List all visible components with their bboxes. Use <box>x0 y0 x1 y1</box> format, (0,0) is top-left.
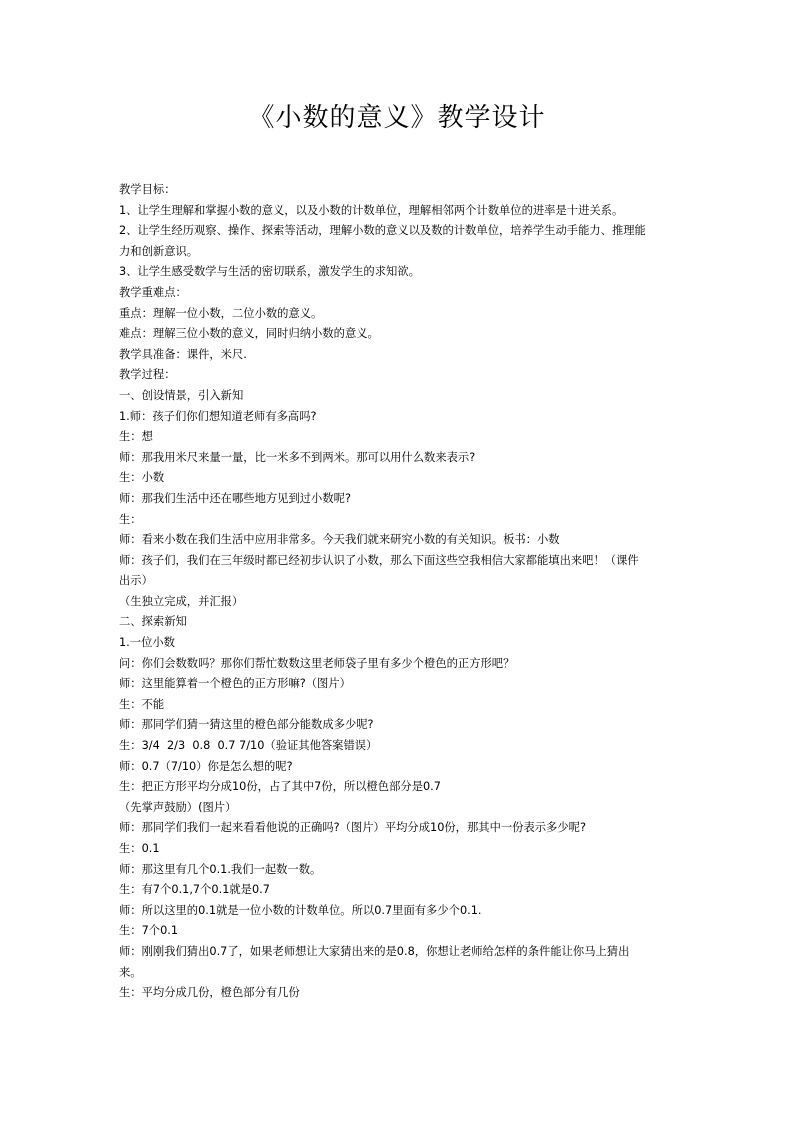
text-line: 师：那我们生活中还在哪些地方见到过小数呢? <box>119 491 351 505</box>
text-line: 一、创设情景，引入新知 <box>119 388 244 402</box>
document-body <box>119 180 679 1004</box>
text-line: 生：3/4 2/3 0.8 0.7 7/10（验证其他答案错误） <box>119 739 378 753</box>
text-line: 1.师：孩子们你们想知道老师有多高吗? <box>119 409 317 423</box>
text-line: 师：所以这里的0.1就是一位小数的计数单位。所以0.7里面有多少个0.1. <box>119 903 482 917</box>
text-line: 生：7个0.1 <box>119 924 179 938</box>
text-line: 生：不能 <box>119 697 165 711</box>
text-line: 师：那同学们猜一猜这里的橙色部分能数成多少呢? <box>119 718 374 732</box>
text-line: 生：想 <box>119 430 153 444</box>
text-line: 师：那这里有几个0.1.我们一起数一数。 <box>119 862 322 876</box>
text-line: 重点：理解一位小数，二位小数的意义。 <box>119 306 323 320</box>
text-line: 教学过程： <box>119 368 176 382</box>
text-line: 师：看来小数在我们生活中应用非常多。今天我们就来研究小数的有关知识。板书：小数 <box>119 533 560 547</box>
text-line: 师：这里能算着一个橙色的正方形嘛?（图片） <box>119 677 351 691</box>
text-line: 师：孩子们，我们在三年级时都已经初步认识了小数，那么下面这些空我相信大家都能填出来吧！（课件 <box>119 553 639 567</box>
text-line: 2、让学生经历观察、操作、探索等活动，理解小数的意义以及数的计数单位，培养学生动手能力、推理能 <box>119 224 646 238</box>
text-line: 生：有7个0.1,7个0.1就是0.7 <box>119 883 270 897</box>
text-line: 生：平均分成几份，橙色部分有几份 <box>119 986 300 1000</box>
text-line: 生： <box>119 512 142 526</box>
text-line: 二、探索新知 <box>119 615 187 629</box>
text-line: 生：把正方形平均分成10份，占了其中7份，所以橙色部分是0.7 <box>119 780 441 794</box>
text-line: 教学目标： <box>119 183 176 196</box>
text-line: 师：那同学们我们一起来看看他说的正确吗?（图片）平均分成10份，那其中一份表示多少呢? <box>119 821 586 835</box>
text-line: 1、让学生理解和掌握小数的意义，以及小数的计数单位，理解相邻两个计数单位的进率是十进关系。 <box>119 203 624 217</box>
text-line: （生独立完成，并汇报） <box>119 594 244 608</box>
text-line: 生：小数 <box>119 471 165 485</box>
text-line: 生：0.1 <box>119 842 160 855</box>
text-line: 出示） <box>119 574 153 588</box>
text-line: 师：0.7（7/10）你是怎么想的呢? <box>119 759 293 773</box>
text-line: 教学具准备：课件，米尺. <box>119 347 247 361</box>
document-title: 《小数的意义》教学设计 <box>248 103 546 133</box>
text-line: 师：刚刚我们猜出0.7了，如果老师想让大家猜出来的是0.8，你想让老师给怎样的条件能让你马上猜出 <box>119 944 630 958</box>
text-line: 来。 <box>119 965 142 979</box>
text-line: 难点：理解三位小数的意义，同时归纳小数的意义。 <box>119 327 379 341</box>
text-line: （先掌声鼓励）(图片） <box>119 800 237 814</box>
text-line: 1.一位小数 <box>119 636 175 650</box>
text-line: 力和创新意识。 <box>119 244 199 258</box>
text-line: 师：那我用米尺来量一量，比一米多不到两米。那可以用什么数来表示? <box>119 450 476 464</box>
text-line: 问：你们会数数吗？那你们帮忙数数这里老师袋子里有多少个橙色的正方形吧？ <box>119 656 515 670</box>
text-line: 教学重难点： <box>119 285 187 299</box>
text-line: 3、让学生感受数学与生活的密切联系，激发学生的求知欲。 <box>119 265 420 279</box>
